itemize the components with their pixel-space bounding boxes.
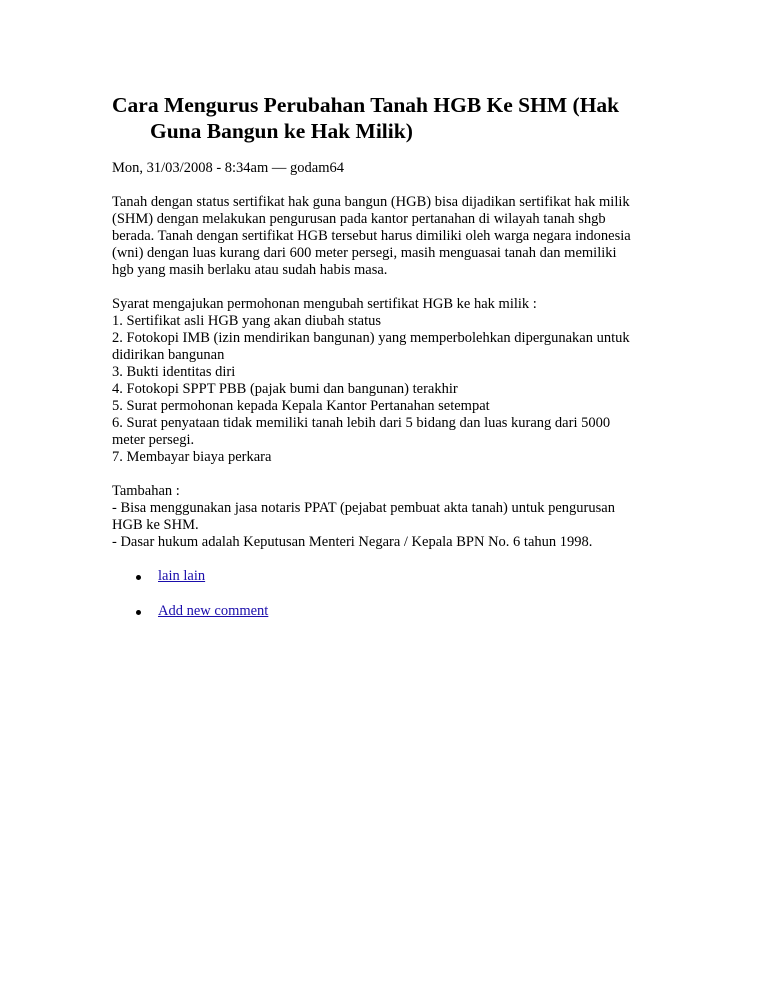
requirement-item: 4. Fotokopi SPPT PBB (pajak bumi dan bangunan) terakhir <box>112 381 458 397</box>
requirement-item: 2. Fotokopi IMB (izin mendirikan bangunan) yang memperbolehkan dipergunakan untuk <box>112 330 630 346</box>
intro-line: hgb yang masih berlaku atau sudah habis masa. <box>112 262 388 278</box>
requirement-item: 7. Membayar biaya perkara <box>112 449 272 465</box>
intro-line: (wni) dengan luas kurang dari 600 meter persegi, masih menguasai tanah dan memiliki <box>112 245 617 261</box>
links-item <box>112 568 657 585</box>
article-links <box>112 568 657 620</box>
article <box>112 92 657 638</box>
intro-line: berada. Tanah dengan sertifikat HGB tersebut harus dimiliki oleh warga negara indonesia <box>112 228 631 244</box>
intro-paragraph <box>112 194 657 279</box>
requirements-heading: Syarat mengajukan permohonan mengubah sertifikat HGB ke hak milik : <box>112 296 537 312</box>
addition-item: - Dasar hukum adalah Keputusan Menteri Negara / Kepala BPN No. 6 tahun 1998. <box>112 534 593 550</box>
requirements-paragraph <box>112 296 657 466</box>
intro-line: (SHM) dengan melakukan pengurusan pada kantor pertanahan di wilayah tanah shgb <box>112 211 606 227</box>
intro-line: Tanah dengan status sertifikat hak guna bangun (HGB) bisa dijadikan sertifikat hak milik <box>112 194 630 210</box>
bullet-icon <box>136 610 141 615</box>
addition-item: - Bisa menggunakan jasa notaris PPAT (pejabat pembuat akta tanah) untuk pengurusan <box>112 500 615 516</box>
links-item <box>112 603 657 620</box>
addition-paragraph <box>112 483 657 551</box>
article-meta: Mon, 31/03/2008 - 8:34am — godam64 <box>112 160 344 176</box>
addition-heading: Tambahan : <box>112 483 180 499</box>
add-comment-link[interactable]: Add new comment <box>158 603 269 619</box>
category-link[interactable]: lain lain <box>158 568 206 584</box>
bullet-icon <box>136 575 141 580</box>
requirement-item: didirikan bangunan <box>112 347 225 363</box>
requirement-item: 5. Surat permohonan kepada Kepala Kantor Pertanahan setempat <box>112 398 490 414</box>
addition-item: HGB ke SHM. <box>112 517 199 533</box>
requirement-item: 6. Surat penyataan tidak memiliki tanah lebih dari 5 bidang dan luas kurang dari 5000 <box>112 415 611 431</box>
requirement-item: 3. Bukti identitas diri <box>112 364 236 380</box>
article-title: Cara Mengurus Perubahan Tanah HGB Ke SHM (Hak Guna Bangun ke Hak Milik) <box>112 93 620 143</box>
requirement-item: 1. Sertifikat asli HGB yang akan diubah status <box>112 313 382 329</box>
requirement-item: meter persegi. <box>112 432 195 448</box>
